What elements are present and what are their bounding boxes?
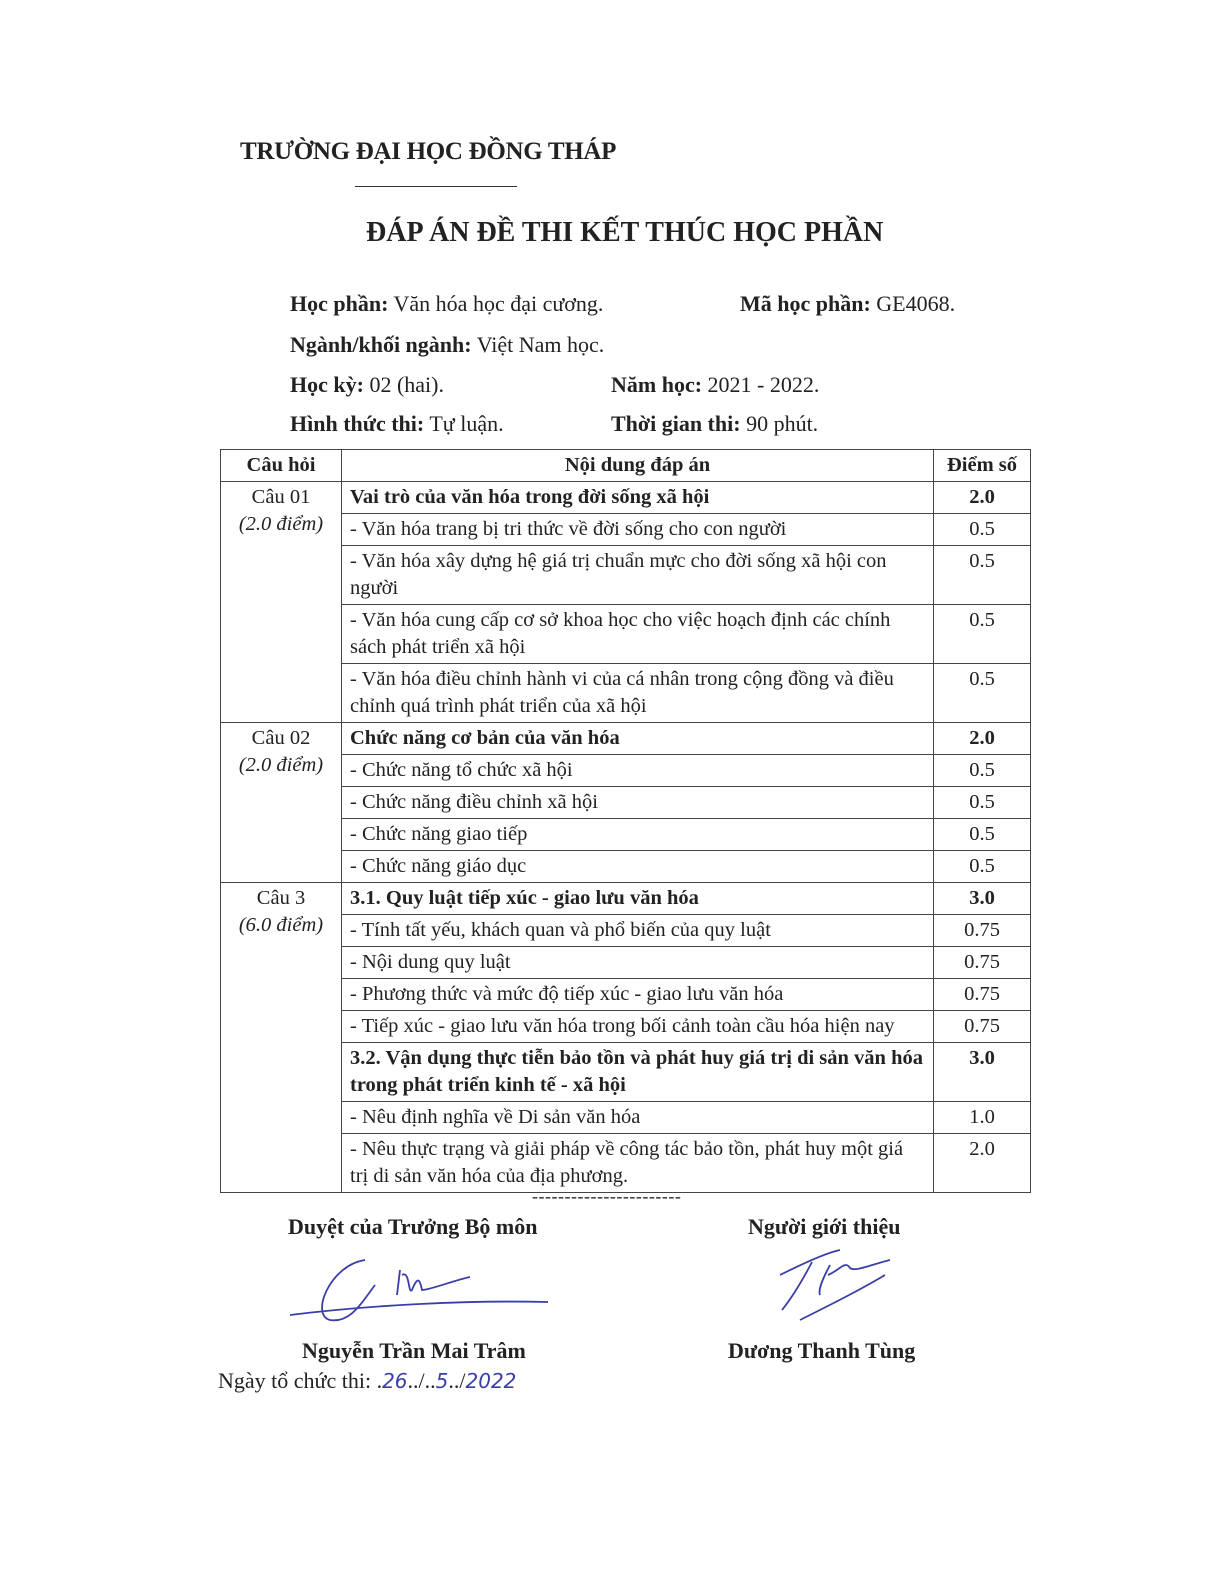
- score-cell: 0.75: [934, 947, 1031, 979]
- year-label: Năm học:: [611, 372, 703, 397]
- school-underline: [355, 186, 517, 187]
- semester-label: Học kỳ:: [290, 372, 364, 397]
- section-heading-cell: Vai trò của văn hóa trong đời sống xã hội: [342, 482, 934, 514]
- question-cell: [221, 883, 342, 1193]
- score-cell: 0.75: [934, 1011, 1031, 1043]
- score-cell: 0.5: [934, 546, 1031, 605]
- table-row: [221, 787, 1031, 819]
- table-row: [221, 1011, 1031, 1043]
- table-row: [221, 1102, 1031, 1134]
- exam-date-line: Ngày tổ chức thi: .26../..5../2022: [218, 1368, 517, 1393]
- score-cell: 0.5: [934, 787, 1031, 819]
- table-row: [221, 605, 1031, 664]
- question-cell: [221, 723, 342, 883]
- question-points: (2.0 điểm): [238, 513, 324, 535]
- major-value: Việt Nam học.: [476, 332, 605, 357]
- introducer-signature: [770, 1240, 910, 1330]
- score-cell: 0.5: [934, 514, 1031, 546]
- course-label: Học phần:: [290, 291, 389, 316]
- answer-item-cell: - Phương thức và mức độ tiếp xúc - giao lưu văn hóa: [342, 979, 934, 1011]
- answer-item-cell: - Chức năng giao tiếp: [342, 819, 934, 851]
- table-row: [221, 1043, 1031, 1102]
- answer-item-cell: - Nêu định nghĩa về Di sản văn hóa: [342, 1102, 934, 1134]
- score-cell: 0.75: [934, 915, 1031, 947]
- table-header-row: [221, 450, 1031, 482]
- table-row: [221, 979, 1031, 1011]
- question-cell: [221, 482, 342, 723]
- introducer-title: Người giới thiệu: [748, 1214, 901, 1239]
- code-line: [740, 291, 955, 317]
- table-row: [221, 947, 1031, 979]
- form-line: [290, 411, 504, 437]
- year-line: [611, 372, 819, 398]
- course-value: Văn hóa học đại cương.: [393, 291, 604, 316]
- table-row: [221, 915, 1031, 947]
- section-heading-cell: 3.1. Quy luật tiếp xúc - giao lưu văn hóa: [342, 883, 934, 915]
- exam-date-day: 26: [382, 1369, 408, 1393]
- answer-item-cell: - Chức năng điều chỉnh xã hội: [342, 787, 934, 819]
- section-heading-cell: Chức năng cơ bản của văn hóa: [342, 723, 934, 755]
- form-value: Tự luận.: [429, 411, 504, 436]
- answer-item-cell: - Nêu thực trạng và giải pháp về công tác bảo tồn, phát huy một giá trị di sản văn hóa của địa phương.: [342, 1134, 934, 1193]
- answer-item-cell: - Tiếp xúc - giao lưu văn hóa trong bối cảnh toàn cầu hóa hiện nay: [342, 1011, 934, 1043]
- semester-line: [290, 372, 444, 398]
- school-name: TRƯỜNG ĐẠI HỌC ĐỒNG THÁP: [240, 138, 617, 165]
- major-line: [290, 332, 604, 358]
- code-label: Mã học phần:: [740, 291, 871, 316]
- answer-item-cell: - Tính tất yếu, khách quan và phổ biến của quy luật: [342, 915, 934, 947]
- semester-value: 02 (hai).: [369, 372, 444, 397]
- table-row: [221, 546, 1031, 605]
- question-label: Câu 01: [251, 486, 311, 508]
- score-cell: 0.5: [934, 819, 1031, 851]
- table-row: [221, 851, 1031, 883]
- section-heading-cell: 3.2. Vận dụng thực tiễn bảo tồn và phát huy giá trị di sản văn hóa trong phát triển kinh tế - xã hội: [342, 1043, 934, 1102]
- approver-signature: [290, 1245, 560, 1335]
- answer-item-cell: - Nội dung quy luật: [342, 947, 934, 979]
- answer-item-cell: - Văn hóa cung cấp cơ sở khoa học cho việc hoạch định các chính sách phát triển xã hội: [342, 605, 934, 664]
- answer-item-cell: - Văn hóa điều chỉnh hành vi của cá nhân trong cộng đồng và điều chỉnh quá trình phát triển của xã hội: [342, 664, 934, 723]
- time-line: [611, 411, 818, 437]
- score-cell: 0.5: [934, 851, 1031, 883]
- header-question: Câu hỏi: [221, 450, 342, 482]
- score-cell: 1.0: [934, 1102, 1031, 1134]
- major-label: Ngành/khối ngành:: [290, 332, 472, 357]
- table-row: [221, 723, 1031, 755]
- score-cell: 3.0: [934, 883, 1031, 915]
- answer-item-cell: - Chức năng giáo dục: [342, 851, 934, 883]
- score-cell: 2.0: [934, 723, 1031, 755]
- document-title: ĐÁP ÁN ĐỀ THI KẾT THÚC HỌC PHẦN: [366, 217, 884, 248]
- answer-table: [220, 449, 1031, 1193]
- approver-title: Duyệt của Trưởng Bộ môn: [288, 1214, 538, 1239]
- score-cell: 2.0: [934, 482, 1031, 514]
- score-cell: 0.5: [934, 605, 1031, 664]
- divider: -----------------------: [532, 1186, 682, 1206]
- table-row: [221, 664, 1031, 723]
- score-cell: 0.75: [934, 979, 1031, 1011]
- score-cell: 2.0: [934, 1134, 1031, 1193]
- answer-item-cell: - Chức năng tổ chức xã hội: [342, 755, 934, 787]
- table-row: [221, 883, 1031, 915]
- table-row: [221, 819, 1031, 851]
- code-value: GE4068.: [876, 291, 956, 316]
- year-value: 2021 - 2022.: [707, 372, 820, 397]
- form-label: Hình thức thi:: [290, 411, 425, 436]
- approver-name: Nguyễn Trần Mai Trâm: [302, 1338, 526, 1363]
- exam-date-month: 5: [435, 1369, 449, 1393]
- question-points: (2.0 điểm): [238, 754, 324, 776]
- time-label: Thời gian thi:: [611, 411, 741, 436]
- table-row: [221, 1134, 1031, 1193]
- question-points: (6.0 điểm): [238, 914, 324, 936]
- header-content: Nội dung đáp án: [342, 450, 934, 482]
- score-cell: 3.0: [934, 1043, 1031, 1102]
- question-label: Câu 3: [256, 887, 306, 909]
- course-line: [290, 291, 603, 317]
- answer-item-cell: - Văn hóa xây dựng hệ giá trị chuẩn mực cho đời sống xã hội con người: [342, 546, 934, 605]
- exam-date-year: 2022: [465, 1369, 517, 1393]
- question-label: Câu 02: [251, 727, 311, 749]
- answer-item-cell: - Văn hóa trang bị tri thức về đời sống cho con người: [342, 514, 934, 546]
- table-row: [221, 755, 1031, 787]
- score-cell: 0.5: [934, 755, 1031, 787]
- table-row: [221, 482, 1031, 514]
- introducer-name: Dương Thanh Tùng: [728, 1338, 916, 1363]
- exam-date-label: Ngày tổ chức thi:: [218, 1368, 372, 1393]
- header-score: Điểm số: [934, 450, 1031, 482]
- score-cell: 0.5: [934, 664, 1031, 723]
- time-value: 90 phút.: [746, 411, 819, 436]
- table-row: [221, 514, 1031, 546]
